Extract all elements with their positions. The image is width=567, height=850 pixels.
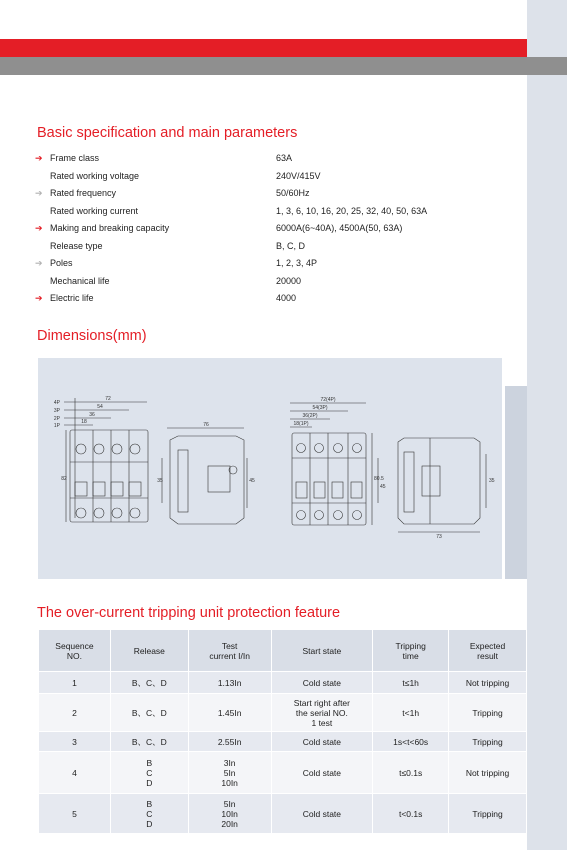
left-pole-label: 1P (53, 423, 60, 429)
start-state-cell (271, 752, 373, 794)
page-side-band (527, 0, 567, 850)
result-cell: Not tripping (449, 672, 527, 694)
dimensions-section-title: Dimensions(mm) (37, 328, 147, 344)
start-state-cell (271, 672, 373, 694)
cell-line: D (146, 777, 153, 788)
protection-table (38, 629, 527, 834)
cell-line: 1 test (311, 717, 333, 728)
cell-line: Cold state (302, 808, 342, 819)
release-cell (110, 752, 188, 794)
cell-line: 5In (223, 798, 236, 809)
spec-row (35, 238, 505, 256)
cell-line: B (146, 798, 153, 809)
right-width-label: 72(4P) (320, 397, 336, 403)
tripping-time-cell: t≤1h (373, 672, 449, 694)
tripping-time-cell: 1s<t<60s (373, 732, 449, 752)
spec-row (35, 255, 505, 273)
dimension-drawings (38, 358, 502, 579)
spec-value: 4000 (276, 293, 297, 303)
left-front-screws (76, 444, 140, 518)
table-row (39, 694, 527, 732)
spec-value: 1, 2, 3, 4P (276, 258, 318, 268)
header-expected-result: Expected result (449, 630, 527, 672)
spec-row (35, 150, 505, 168)
result-cell: Not tripping (449, 752, 527, 794)
cell-line: 2.55In (217, 736, 242, 747)
table-row (39, 732, 527, 752)
cell-line: Cold state (302, 677, 342, 688)
current-cell (188, 694, 271, 732)
result-cell: Tripping (449, 694, 527, 732)
spec-value: 63A (276, 153, 293, 163)
spec-row (35, 273, 505, 291)
right-width-label: 54(3P) (312, 405, 328, 411)
cell-line: C (146, 808, 153, 819)
left-width-label: 72 (105, 396, 111, 402)
seq-cell: 2 (39, 694, 111, 732)
left-pole-label: 3P (53, 408, 60, 414)
left-width-label: 36 (89, 412, 95, 418)
right-side-depth-label: 73 (436, 534, 442, 540)
left-width-label: 54 (97, 404, 103, 410)
right-width-label: 36(2P) (302, 413, 318, 419)
right-side-view (398, 438, 486, 532)
spec-value: 20000 (276, 275, 302, 286)
spec-label: Frame class (50, 153, 100, 163)
header-test-current: Test current I/In (188, 630, 271, 672)
result-cell: Tripping (449, 732, 527, 752)
cell-line: Start right after (293, 697, 350, 708)
tripping-time-cell: t<1h (373, 694, 449, 732)
left-side-b-label: 45 (249, 478, 255, 484)
seq-cell: 5 (39, 794, 111, 834)
header-red-bar (0, 39, 527, 57)
table-header-row (39, 630, 527, 672)
left-width-label: 18 (81, 419, 87, 425)
release-cell (110, 672, 188, 694)
cell-line: the serial NO. (295, 707, 348, 718)
spec-row (35, 290, 505, 308)
current-cell (188, 732, 271, 752)
current-cell (188, 794, 271, 834)
header-gray-bar (0, 57, 567, 75)
header-start-state: Start state (271, 630, 373, 672)
header-sequence: Sequence NO. (39, 630, 111, 672)
cell-line: B、C、D (131, 677, 167, 688)
left-side-view (162, 428, 247, 524)
release-cell (110, 794, 188, 834)
arrow-right-icon: ➔ (35, 153, 43, 163)
cell-line: 5In (223, 767, 236, 778)
tripping-time-cell: t≤0.1s (373, 752, 449, 794)
spec-label: Rated working current (50, 205, 139, 216)
cell-line: 10In (221, 777, 238, 788)
spec-label: Making and breaking capacity (50, 223, 170, 233)
spec-label: Electric life (50, 293, 94, 303)
spec-label: Poles (50, 258, 73, 268)
spec-label: Rated working voltage (50, 170, 140, 181)
cell-line: 1.13In (217, 677, 242, 688)
spec-row (35, 185, 505, 203)
spec-section-title: Basic specification and main parameters (37, 125, 298, 141)
left-height-label: 82 (61, 476, 67, 482)
spec-label: Release type (50, 240, 103, 251)
right-width-label: 18(1P) (293, 421, 309, 427)
right-height-a-label: 80.5 (374, 476, 384, 482)
cell-line: C (146, 767, 153, 778)
left-side-depth-label: 76 (203, 422, 209, 428)
dimensions-accent (505, 386, 527, 579)
cell-line: B、C、D (131, 707, 167, 718)
spec-row (35, 220, 505, 238)
spec-value: 1, 3, 6, 10, 16, 20, 25, 32, 40, 50, 63A (276, 205, 428, 216)
cell-line: 20In (221, 818, 238, 829)
left-front-handles (75, 482, 141, 496)
cell-line: D (146, 818, 153, 829)
spec-value: 6000A(6~40A), 4500A(50, 63A) (276, 223, 403, 233)
header-tripping-time: Tripping time (373, 630, 449, 672)
cell-line: Cold state (302, 767, 342, 778)
protection-section-title: The over-current tripping unit protection feature (37, 605, 341, 621)
tripping-time-cell: t<0.1s (373, 794, 449, 834)
left-pole-label: 4P (53, 400, 60, 406)
result-cell: Tripping (449, 794, 527, 834)
right-side-h-label: 35 (489, 478, 495, 484)
table-row (39, 794, 527, 834)
left-pole-label: 2P (53, 416, 60, 422)
table-row (39, 672, 527, 694)
table-row (39, 752, 527, 794)
cell-line: 10In (221, 808, 238, 819)
spec-label: Mechanical life (50, 275, 110, 286)
cell-line: B、C、D (131, 736, 167, 747)
spec-value: 50/60Hz (276, 188, 310, 198)
cell-line: Cold state (302, 736, 342, 747)
cell-line: B (146, 757, 153, 768)
right-front-screws (297, 444, 362, 520)
seq-cell: 4 (39, 752, 111, 794)
cell-line: 3In (223, 757, 236, 768)
current-cell (188, 752, 271, 794)
arrow-right-icon: ➔ (35, 223, 43, 233)
right-front-handles (296, 482, 362, 498)
left-side-a-label: 35 (157, 478, 163, 484)
seq-cell: 1 (39, 672, 111, 694)
right-height-b-label: 45 (380, 484, 386, 490)
start-state-cell (271, 732, 373, 752)
spec-label: Rated frequency (50, 188, 117, 198)
current-cell (188, 672, 271, 694)
spec-list (35, 150, 505, 308)
spec-row (35, 203, 505, 221)
arrow-right-icon: ➔ (35, 258, 43, 268)
seq-cell: 3 (39, 732, 111, 752)
left-front-view (64, 398, 148, 522)
arrow-right-icon: ➔ (35, 293, 43, 303)
release-cell (110, 694, 188, 732)
spec-value: B, C, D (276, 240, 306, 251)
arrow-right-icon: ➔ (35, 188, 43, 198)
release-cell (110, 732, 188, 752)
start-state-cell (271, 694, 373, 732)
spec-value: 240V/415V (276, 170, 321, 181)
header-release: Release (110, 630, 188, 672)
cell-line: 1.45In (217, 707, 242, 718)
start-state-cell (271, 794, 373, 834)
spec-row (35, 168, 505, 186)
